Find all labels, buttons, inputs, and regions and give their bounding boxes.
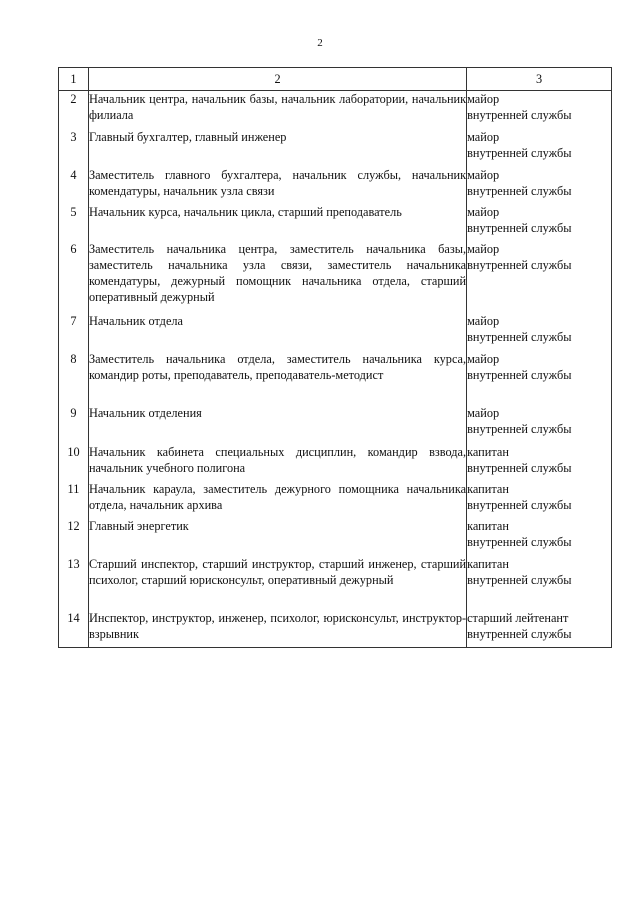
rank-title: майор bbox=[467, 405, 500, 420]
table-row bbox=[59, 556, 612, 610]
position-cell: Заместитель начальника центра, заместитель начальника базы, заместитель начальника узла связи, заместитель начальника комендатуры, дежурный помощник начальника отдела, старший оперативный дежурный bbox=[88, 241, 466, 313]
rank-service: внутренней службы bbox=[467, 534, 572, 549]
rank-cell bbox=[467, 556, 612, 610]
rank-service: внутренней службы bbox=[467, 145, 572, 160]
rank-title: капитан bbox=[467, 556, 509, 571]
table-row bbox=[59, 518, 612, 556]
rank-service: внутренней службы bbox=[467, 220, 572, 235]
rank-cell bbox=[467, 167, 612, 204]
rank-title: капитан bbox=[467, 481, 509, 496]
row-number: 9 bbox=[59, 405, 89, 444]
rank-service: внутренней службы bbox=[467, 421, 572, 436]
rank-cell bbox=[467, 204, 612, 241]
column-header-2: 2 bbox=[88, 68, 466, 91]
table-row bbox=[59, 610, 612, 648]
rank-service: внутренней службы bbox=[467, 329, 572, 344]
rank-title: капитан bbox=[467, 518, 509, 533]
position-cell: Главный бухгалтер, главный инженер bbox=[88, 129, 466, 167]
position-cell: Старший инспектор, старший инструктор, старший инженер, старший психолог, старший юрисконсульт, оперативный дежурный bbox=[88, 556, 466, 610]
position-cell: Начальник караула, заместитель дежурного помощника начальника отдела, начальник архива bbox=[88, 481, 466, 518]
row-number: 11 bbox=[59, 481, 89, 518]
column-header-3: 3 bbox=[467, 68, 612, 91]
table-header-row bbox=[59, 68, 612, 91]
table-row bbox=[59, 444, 612, 481]
rank-cell bbox=[467, 351, 612, 405]
rank-title: майор bbox=[467, 129, 500, 144]
rank-service: внутренней службы bbox=[467, 497, 572, 512]
rank-service: внутренней службы bbox=[467, 367, 572, 382]
rank-title: старший лейтенант bbox=[467, 610, 569, 625]
row-number: 8 bbox=[59, 351, 89, 405]
rank-service: внутренней службы bbox=[467, 626, 572, 641]
table-row bbox=[59, 241, 612, 313]
position-cell: Заместитель начальника отдела, заместитель начальника курса, командир роты, преподаватель, преподаватель-методист bbox=[88, 351, 466, 405]
rank-cell bbox=[467, 129, 612, 167]
position-cell: Начальник кабинета специальных дисциплин, командир взвода, начальник учебного полигона bbox=[88, 444, 466, 481]
table-row bbox=[59, 351, 612, 405]
rank-service: внутренней службы bbox=[467, 572, 572, 587]
rank-cell bbox=[467, 444, 612, 481]
rank-title: майор bbox=[467, 351, 500, 366]
position-cell: Начальник центра, начальник базы, начальник лаборатории, начальник филиала bbox=[88, 91, 466, 129]
row-number: 7 bbox=[59, 313, 89, 351]
table-row bbox=[59, 91, 612, 129]
table-body bbox=[59, 91, 612, 648]
rank-title: капитан bbox=[467, 444, 509, 459]
rank-title: майор bbox=[467, 241, 500, 256]
table-row bbox=[59, 405, 612, 444]
row-number: 13 bbox=[59, 556, 89, 610]
rank-title: майор bbox=[467, 204, 500, 219]
rank-cell bbox=[467, 405, 612, 444]
column-header-1: 1 bbox=[59, 68, 89, 91]
position-cell: Заместитель главного бухгалтера, начальник службы, начальник комендатуры, начальник узла связи bbox=[88, 167, 466, 204]
table-row bbox=[59, 481, 612, 518]
rank-service: внутренней службы bbox=[467, 460, 572, 475]
position-cell: Начальник курса, начальник цикла, старший преподаватель bbox=[88, 204, 466, 241]
position-cell: Начальник отделения bbox=[88, 405, 466, 444]
table-row bbox=[59, 167, 612, 204]
rank-cell bbox=[467, 610, 612, 648]
rank-service: внутренней службы bbox=[467, 257, 572, 272]
row-number: 4 bbox=[59, 167, 89, 204]
table-row bbox=[59, 313, 612, 351]
row-number: 5 bbox=[59, 204, 89, 241]
rank-cell bbox=[467, 481, 612, 518]
rank-cell bbox=[467, 518, 612, 556]
table-row bbox=[59, 129, 612, 167]
rank-title: майор bbox=[467, 167, 500, 182]
rank-cell bbox=[467, 313, 612, 351]
rank-cell bbox=[467, 241, 612, 313]
row-number: 14 bbox=[59, 610, 89, 648]
position-cell: Начальник отдела bbox=[88, 313, 466, 351]
table-row bbox=[59, 204, 612, 241]
row-number: 2 bbox=[59, 91, 89, 129]
position-cell: Главный энергетик bbox=[88, 518, 466, 556]
row-number: 6 bbox=[59, 241, 89, 313]
row-number: 10 bbox=[59, 444, 89, 481]
rank-service: внутренней службы bbox=[467, 183, 572, 198]
rank-cell bbox=[467, 91, 612, 129]
rank-title: майор bbox=[467, 313, 500, 328]
positions-ranks-table bbox=[58, 67, 612, 648]
page-number: 2 bbox=[317, 37, 323, 49]
position-cell: Инспектор, инструктор, инженер, психолог, юрисконсульт, инструктор-взрывник bbox=[88, 610, 466, 648]
rank-service: внутренней службы bbox=[467, 108, 572, 122]
row-number: 3 bbox=[59, 129, 89, 167]
row-number: 12 bbox=[59, 518, 89, 556]
rank-title: майор bbox=[467, 92, 500, 106]
